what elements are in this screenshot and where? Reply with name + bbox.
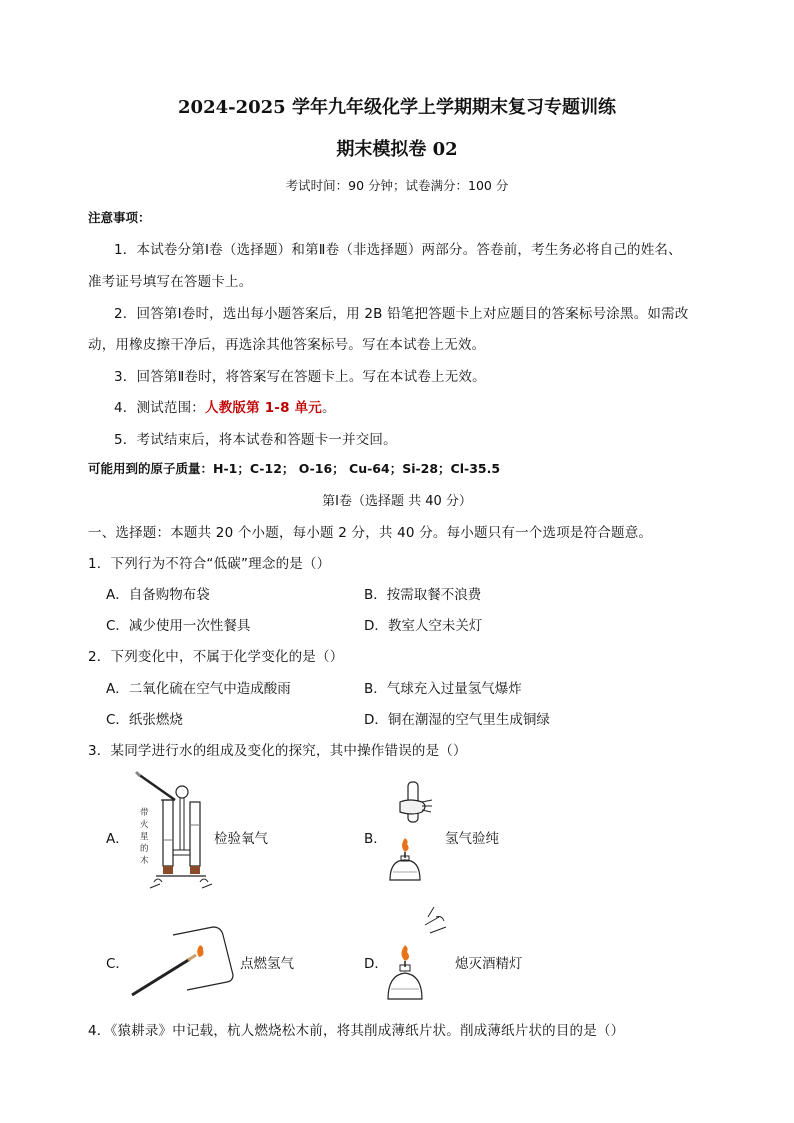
q2-option-c[interactable]: C．纸张燃烧 (106, 712, 183, 728)
q2-option-d[interactable]: D．铜在潮湿的空气里生成铜绿 (364, 712, 550, 728)
note-1a: 1．本试卷分第Ⅰ卷（选择题）和第Ⅱ卷（非选择题）两部分。答卷前，考生务必将自己的姓名、 (114, 242, 682, 258)
q3-option-d-label: 熄灭酒精灯 (455, 956, 523, 972)
hydrogen-purity-test-figure (380, 780, 442, 890)
fig-a-char-2: 火 (140, 820, 149, 830)
section-title: 第Ⅰ卷（选择题 共 40 分） (322, 494, 472, 509)
ignite-hydrogen-figure (128, 915, 238, 1000)
q3-option-b-label: 氢气验纯 (445, 831, 499, 847)
q3-option-c-label: 点燃氢气 (240, 956, 294, 972)
q2-option-a[interactable]: A．二氧化硫在空气中造成酸雨 (106, 681, 291, 697)
note-1b: 准考证号填写在答题卡上。 (88, 274, 253, 290)
q3-option-a-letter[interactable]: A． (106, 831, 129, 847)
exam-meta: 考试时间：90 分钟；试卷满分：100 分 (285, 178, 509, 193)
q1-option-b[interactable]: B．按需取餐不浪费 (364, 587, 482, 603)
section-instructions: 一、选择题：本题共 20 个小题，每小题 2 分，共 40 分。每小题只有一个选项是符合题意。 (88, 525, 653, 541)
note-2a: 2．回答第Ⅰ卷时，选出每小题答案后，用 2B 铅笔把答题卡上对应题目的答案标号涂黑。如需改 (114, 306, 689, 322)
question-4-stem: 4．《猿耕录》中记载，杭人燃烧松木前，将其削成薄纸片状。削成薄纸片状的目的是（） (88, 1023, 625, 1039)
test-range: 人教版第 1-8 单元 (205, 400, 322, 416)
q3-option-a-label: 检验氧气 (214, 831, 268, 847)
electrolysis-apparatus-figure (130, 770, 214, 895)
fig-a-char-4: 的 (140, 844, 149, 854)
atomic-masses: 可能用到的原子质量：H-1；C-12； O-16； Cu-64；Si-28；Cl-35.5 (88, 461, 501, 476)
flame-icon (402, 838, 409, 852)
note-4-suffix: 。 (322, 400, 336, 416)
page-title: 2024-2025 学年九年级化学上学期期末复习专题训练 (178, 97, 616, 118)
q3-option-d-letter[interactable]: D． (364, 956, 388, 972)
q3-option-b-letter[interactable]: B． (364, 831, 387, 847)
question-3-stem: 3．某同学进行水的组成及变化的探究，其中操作错误的是（） (88, 743, 467, 759)
question-2-stem: 2．下列变化中，不属于化学变化的是（） (88, 649, 344, 665)
page-subtitle: 期末模拟卷 02 (336, 139, 458, 160)
question-1-stem: 1．下列行为不符合“低碳”理念的是（） (88, 556, 331, 572)
note-4 (114, 396, 336, 416)
q1-option-a[interactable]: A．自备购物布袋 (106, 587, 210, 603)
extinguish-lamp-figure (380, 905, 460, 1005)
note-2b: 动，用橡皮擦干净后，再选涂其他答案标号。写在本试卷上无效。 (88, 337, 486, 353)
flame-icon (197, 945, 203, 957)
fig-a-char-1: 带 (140, 808, 149, 818)
q3-option-c-letter[interactable]: C． (106, 956, 129, 972)
flame-icon (402, 945, 410, 961)
note-3: 3．回答第Ⅱ卷时，将答案写在答题卡上。写在本试卷上无效。 (114, 369, 486, 385)
notes-heading: 注意事项： (88, 210, 151, 225)
fig-a-char-3: 星 (140, 832, 149, 842)
q2-option-b[interactable]: B．气球充入过量氢气爆炸 (364, 681, 522, 697)
q1-option-d[interactable]: D．教室人空未关灯 (364, 618, 483, 634)
fig-a-char-5: 木 (140, 856, 149, 866)
note-4-prefix: 4．测试范围： (114, 400, 205, 416)
note-5: 5．考试结束后，将本试卷和答题卡一并交回。 (114, 432, 397, 448)
q1-option-c[interactable]: C．减少使用一次性餐具 (106, 618, 251, 634)
